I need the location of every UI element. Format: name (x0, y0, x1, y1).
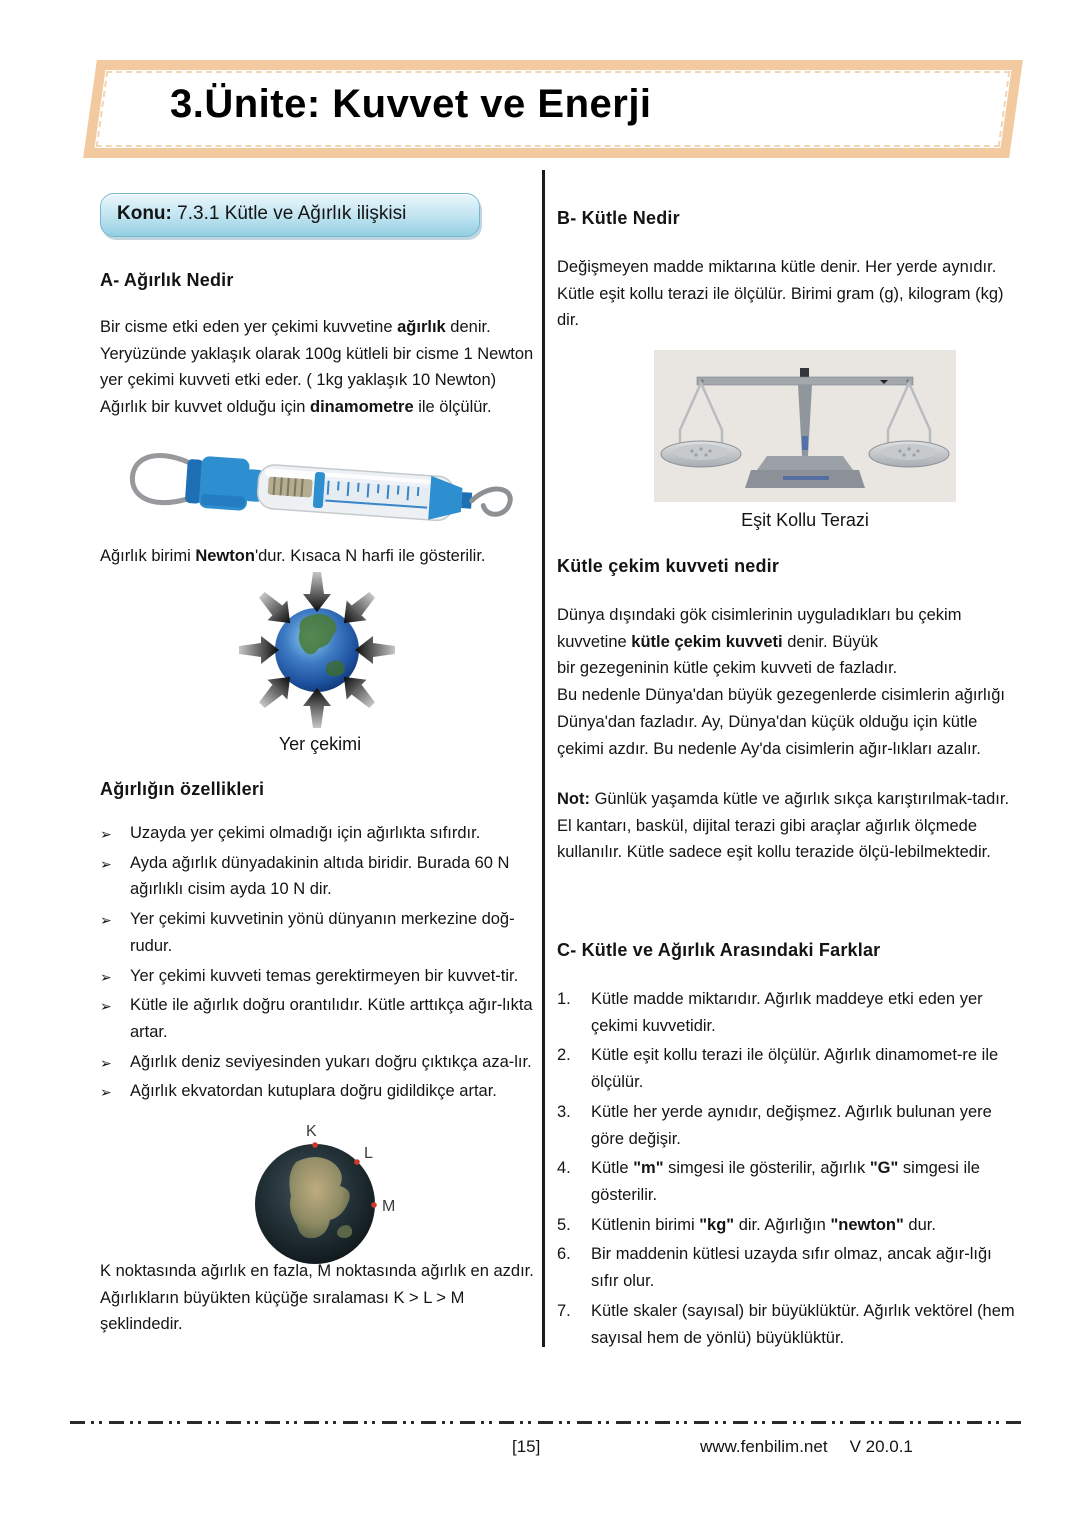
note-label: Not: (557, 790, 590, 808)
point-m-label: M (382, 1198, 396, 1215)
bold-run: "kg" (699, 1215, 735, 1234)
text-run: simgesi ile gösterilir. (591, 1159, 980, 1205)
list-item (557, 1099, 1015, 1152)
list-item-text: Ayda ağırlık dünyadakinin altıda biridir. Burada 60 N ağırlıklı cisim ayda 10 N dir. (130, 853, 510, 899)
arrow-bullet-icon: ➢ (100, 855, 112, 872)
list-number: 7. (557, 1301, 571, 1320)
page-number: [15] (512, 1437, 541, 1456)
arrow-bullet-icon: ➢ (100, 968, 112, 985)
scale-caption: Eşit Kollu Terazi (741, 510, 869, 530)
list-item (557, 1241, 1015, 1294)
list-item-text: Ağırlık ekvatordan kutuplara doğru gidildikçe artar. (130, 1082, 497, 1101)
list-item-text: Ağırlık deniz seviyesinden yukarı doğru çıktıkça aza-lır. (130, 1052, 532, 1071)
list-item-text: Kütle her yerde aynıdır, değişmez. Ağırlık bulunan yere göre değişir. (591, 1102, 992, 1148)
text-run: dir. Ağırlığın (734, 1215, 831, 1234)
list-item (100, 1078, 546, 1105)
list-number: 1. (557, 990, 571, 1008)
list-item-text (591, 1212, 1015, 1239)
arrow-bullet-icon: ➢ (100, 912, 112, 929)
list-item-text (591, 1155, 1015, 1208)
list-item (557, 986, 1015, 1039)
text-run: Kütle (591, 1159, 634, 1178)
bold-run: "newton" (830, 1215, 904, 1234)
list-item-text: Kütle skaler (sayısal) bir büyüklüktür. Ağırlık vektörel (hem sayısal hem de yönlü) büyüklüktür. (591, 1301, 1015, 1347)
earth-gravity-image (192, 570, 442, 737)
list-item (557, 1155, 1015, 1208)
list-item-text: Uzayda yer çekimi olmadığı için ağırlıkta sıfırdır. (130, 824, 481, 842)
text-run: Ağırlık bir kuvvet olduğu için (100, 398, 311, 417)
list-item (100, 1049, 546, 1076)
weight-unit-line (100, 543, 544, 570)
bold-run: ağırlık (397, 318, 446, 336)
text-run: Günlük yaşamda kütle ve ağırlık sıkça karıştırılmak-tadır. El kantarı, baskül, dijital terazi gibi araçlar ağırlık ölçmede kullanılır. Kütle sadece eşit kollu terazide ölçü-lebilmektedir. (557, 790, 1010, 862)
gravity-force-heading: Kütle çekim kuvveti nedir (557, 556, 780, 576)
topic-label: Konu: (117, 203, 172, 224)
section-a-heading: A- Ağırlık Nedir (100, 270, 234, 290)
text-run: Bir cisme etki eden yer çekimi kuvvetine (100, 318, 398, 336)
section-b-paragraph: Değişmeyen madde miktarına kütle denir. Her yerde aynıdır. Kütle eşit kollu terazi ile ölçülür. Birimi gram (g), kilogram (kg) dir. (557, 258, 1004, 330)
arrow-bullet-icon: ➢ (100, 1054, 112, 1071)
text-run: simgesi ile gösterilir, ağırlık (663, 1159, 870, 1178)
footer-credits (700, 1437, 913, 1457)
globe-klm-illustration (200, 1116, 440, 1276)
topic-badge (100, 193, 480, 237)
bold-run: "G" (869, 1159, 899, 1178)
unit-title: 3.Ünite: Kuvvet ve Enerji (170, 82, 652, 126)
list-number: 2. (557, 1046, 571, 1065)
bold-run: "m" (633, 1159, 664, 1178)
arrow-bullet-icon: ➢ (100, 1084, 112, 1101)
list-item (100, 820, 546, 847)
gravity-caption: Yer çekimi (278, 734, 362, 754)
list-item (557, 1042, 1015, 1095)
text-run: denir. Yeryüzünde yaklaşık olarak 100g kütleli bir cisme 1 Newton yer çekimi kuvveti etki eder. ( 1kg yaklaşık 10 Newton) (100, 318, 534, 390)
arrow-bullet-icon: ➢ (100, 998, 112, 1015)
footer-divider (70, 1421, 1022, 1424)
section-c-heading: C- Kütle ve Ağırlık Arasındaki Farklar (557, 940, 881, 960)
list-number: 6. (557, 1245, 571, 1264)
list-item-text: Kütle eşit kollu terazi ile ölçülür. Ağırlık dinamomet-re ile ölçülür. (591, 1046, 999, 1092)
gravity-force-paragraph (557, 602, 1015, 762)
text-run: ile ölçülür. (413, 398, 492, 417)
list-item-text: Bir maddenin kütlesi uzayda sıfır olmaz, ancak ağır-lığı sıfır olur. (591, 1245, 992, 1291)
earth-gravity-illustration (192, 570, 442, 732)
bold-run: kütle çekim kuvveti (631, 632, 783, 651)
bold-run: dinamometre (310, 398, 414, 417)
arrow-bullet-icon: ➢ (100, 826, 112, 842)
balance-scale-illustration (654, 350, 956, 502)
text-run: Bu nedenle Dünya'dan büyük gezegenlerde cisimlerin ağırlığı Dünya'dan fazladır. Ay, Dünya'dan küçük olduğu için kütle çekimi azdır. Bu nedenle Ay'da cisimlerin ağır-lıkları azalır. (557, 686, 1006, 758)
text-run: 'dur. Kısaca N harfi ile gösterilir. (254, 547, 486, 565)
text-run: denir. Büyük (782, 632, 879, 651)
list-item (100, 963, 546, 990)
section-a-paragraph (100, 314, 544, 421)
text-run: dur. (903, 1215, 936, 1234)
list-item (100, 850, 546, 903)
globe-klm-image (200, 1116, 440, 1281)
list-item (100, 992, 546, 1045)
point-l-dot (354, 1159, 360, 1165)
text-run: Ağırlık birimi (100, 547, 196, 565)
text-run: Dünya dışındaki gök cisimlerinin uyguladıkları bu çekim kuvvetine (557, 606, 962, 651)
list-item (557, 1212, 1015, 1239)
list-item-text: Kütle ile ağırlık doğru orantılıdır. Kütle arttıkça ağır-lıkta artar. (130, 996, 533, 1042)
text-run: bir gezegeninin kütle çekim kuvveti de fazladır. (557, 659, 898, 678)
list-number: 4. (557, 1159, 571, 1178)
properties-heading: Ağırlığın özellikleri (100, 779, 265, 799)
topic-title: 7.3.1 Kütle ve Ağırlık ilişkisi (171, 203, 407, 224)
point-k-label: K (306, 1123, 317, 1140)
version-label: V 20.0.1 (849, 1437, 913, 1456)
properties-list (100, 820, 546, 1108)
list-item-text: Yer çekimi kuvveti temas gerektirmeyen bir kuvvet-tir. (130, 966, 519, 985)
list-item (557, 1298, 1015, 1351)
dynamometer-illustration (108, 442, 528, 538)
bold-run: Newton (195, 547, 255, 565)
differences-list (557, 986, 1015, 1354)
site-link[interactable]: www.fenbilim.net (700, 1437, 828, 1456)
note-paragraph (557, 786, 1015, 866)
list-item-text: Yer çekimi kuvvetinin yönü dünyanın merkezine doğ-rudur. (130, 910, 515, 955)
text-run: Kütlenin birimi (591, 1215, 700, 1234)
point-m-dot (371, 1202, 377, 1208)
point-k-dot (312, 1142, 318, 1148)
balance-scale-image (654, 350, 956, 502)
dynamometer-image (108, 442, 528, 543)
klm-paragraph: K noktasında ağırlık en fazla, M noktasında ağırlık en azdır. Ağırlıkların büyükten küçüğe sıralaması K > L > M şeklindedir. (100, 1262, 534, 1334)
section-b-heading: B- Kütle Nedir (557, 208, 680, 228)
point-l-label: L (364, 1145, 373, 1162)
list-item (100, 906, 546, 959)
list-number: 3. (557, 1102, 571, 1121)
list-number: 5. (557, 1215, 571, 1234)
list-item-text: Kütle madde miktarıdır. Ağırlık maddeye etki eden yer çekimi kuvvetidir. (591, 990, 983, 1035)
